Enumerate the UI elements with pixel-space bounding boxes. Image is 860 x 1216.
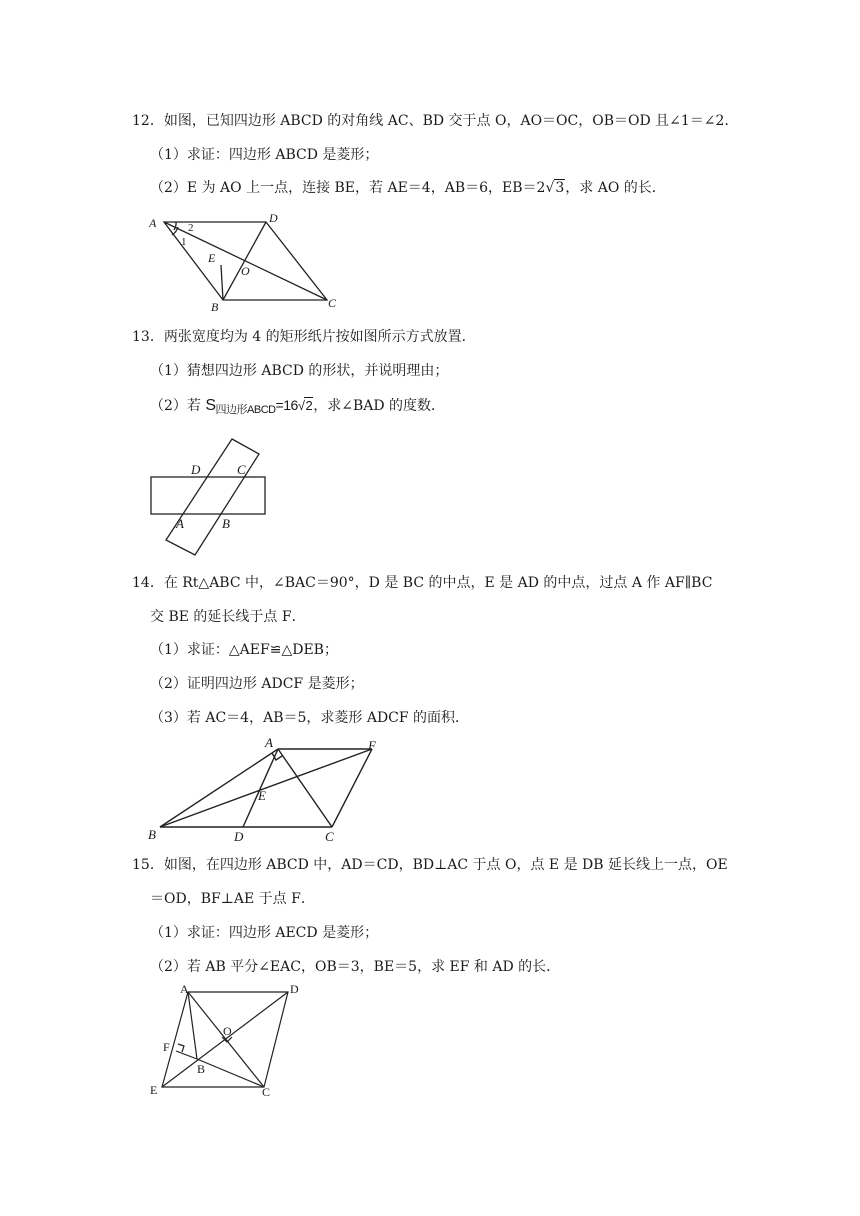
q14-part2: （2）证明四边形 ADCF 是菱形； xyxy=(150,676,364,692)
q13-part1: （1）猜想四边形 ABCD 的形状，并说明理由； xyxy=(150,363,449,379)
q15-label-O: O xyxy=(223,1024,232,1038)
q12-label-B: B xyxy=(211,300,219,314)
q12-part2 xyxy=(150,178,666,198)
q12-part2-radicand: 3 xyxy=(555,180,565,196)
q14-part1: （1）求证：△AEF≌△DEB； xyxy=(150,642,338,658)
q13-area-eq: =16 xyxy=(275,397,298,413)
q12-label-C: C xyxy=(328,296,337,310)
q13-area-expression xyxy=(205,397,313,416)
q14-stem-line1: 14．在 Rt△ABC 中，∠BAC＝90°，D 是 BC 的中点，E 是 AD 的中点，过点 A 作 AF∥BC xyxy=(132,575,713,591)
sqrt-sign-icon: √ xyxy=(545,180,555,196)
q15-part1: （1）求证：四边形 AECD 是菱形； xyxy=(150,925,379,941)
sqrt-sign-icon: √ xyxy=(297,398,305,413)
q12-figure xyxy=(140,210,350,315)
q13-label-D: D xyxy=(191,462,201,477)
q15-part2: （2）若 AB 平分∠EAC，OB＝3，BE＝5，求 EF 和 AD 的长． xyxy=(150,959,561,975)
q14-label-F: F xyxy=(368,738,376,753)
q13-stem: 13．两张宽度均为 4 的矩形纸片按如图所示方式放置． xyxy=(132,329,476,345)
q14-label-B: B xyxy=(148,827,156,842)
q13-area-radicand: 2 xyxy=(305,398,313,413)
q13-figure xyxy=(140,430,280,560)
q13-label-A: A xyxy=(176,516,184,531)
q12-part1: （1）求证：四边形 ABCD 是菱形； xyxy=(150,147,379,163)
q13-part2-text: （2）若 xyxy=(150,398,206,414)
q12-stem: 12．如图，已知四边形 ABCD 的对角线 AC、BD 交于点 O，AO＝OC，OB＝OD 且∠1＝∠2． xyxy=(132,113,739,129)
q15-stem-line1: 15．如图，在四边形 ABCD 中，AD＝CD，BD⊥AC 于点 O，点 E 是 DB 延长线上一点，OE xyxy=(132,857,728,873)
q14-part3: （3）若 AC＝4，AB＝5，求菱形 ADCF 的面积． xyxy=(150,710,470,726)
q13-label-C: C xyxy=(237,462,246,477)
q14-label-C: C xyxy=(325,829,334,844)
q15-label-A: A xyxy=(180,982,189,996)
q12-label-angle2: 2 xyxy=(188,222,194,234)
q15-stem-line2: ＝OD，BF⊥AE 于点 F． xyxy=(150,891,315,907)
q12-label-D: D xyxy=(269,211,278,225)
q12-part2-tail: ，求 AO 的长． xyxy=(565,180,666,196)
q15-figure xyxy=(140,978,310,1100)
q14-label-A: A xyxy=(265,735,273,750)
q15-label-B: B xyxy=(197,1062,206,1076)
q13-part2-tail: ，求∠BAD 的度数． xyxy=(313,398,446,414)
q14-stem-line2: 交 BE 的延长线于点 F． xyxy=(150,609,306,625)
q13-part2 xyxy=(150,395,445,417)
q15-label-D: D xyxy=(290,982,299,996)
q13-area-S: S xyxy=(205,397,216,414)
q12-label-E: E xyxy=(208,251,216,265)
q12-label-O: O xyxy=(241,264,250,278)
q15-label-E: E xyxy=(150,1083,158,1097)
q15-label-F: F xyxy=(163,1040,170,1054)
q14-figure xyxy=(140,735,390,845)
q14-label-E: E xyxy=(258,788,266,803)
q15-label-C: C xyxy=(262,1085,271,1099)
q12-label-A: A xyxy=(149,216,157,230)
q12-label-angle1: 1 xyxy=(181,236,187,248)
q13-label-B: B xyxy=(222,516,230,531)
q12-part2-text: （2）E 为 AO 上一点，连接 BE，若 AE＝4，AB＝6，EB＝2 xyxy=(150,180,546,196)
q14-label-D: D xyxy=(234,829,244,844)
q13-area-subscript: 四边形ABCD xyxy=(215,404,276,416)
